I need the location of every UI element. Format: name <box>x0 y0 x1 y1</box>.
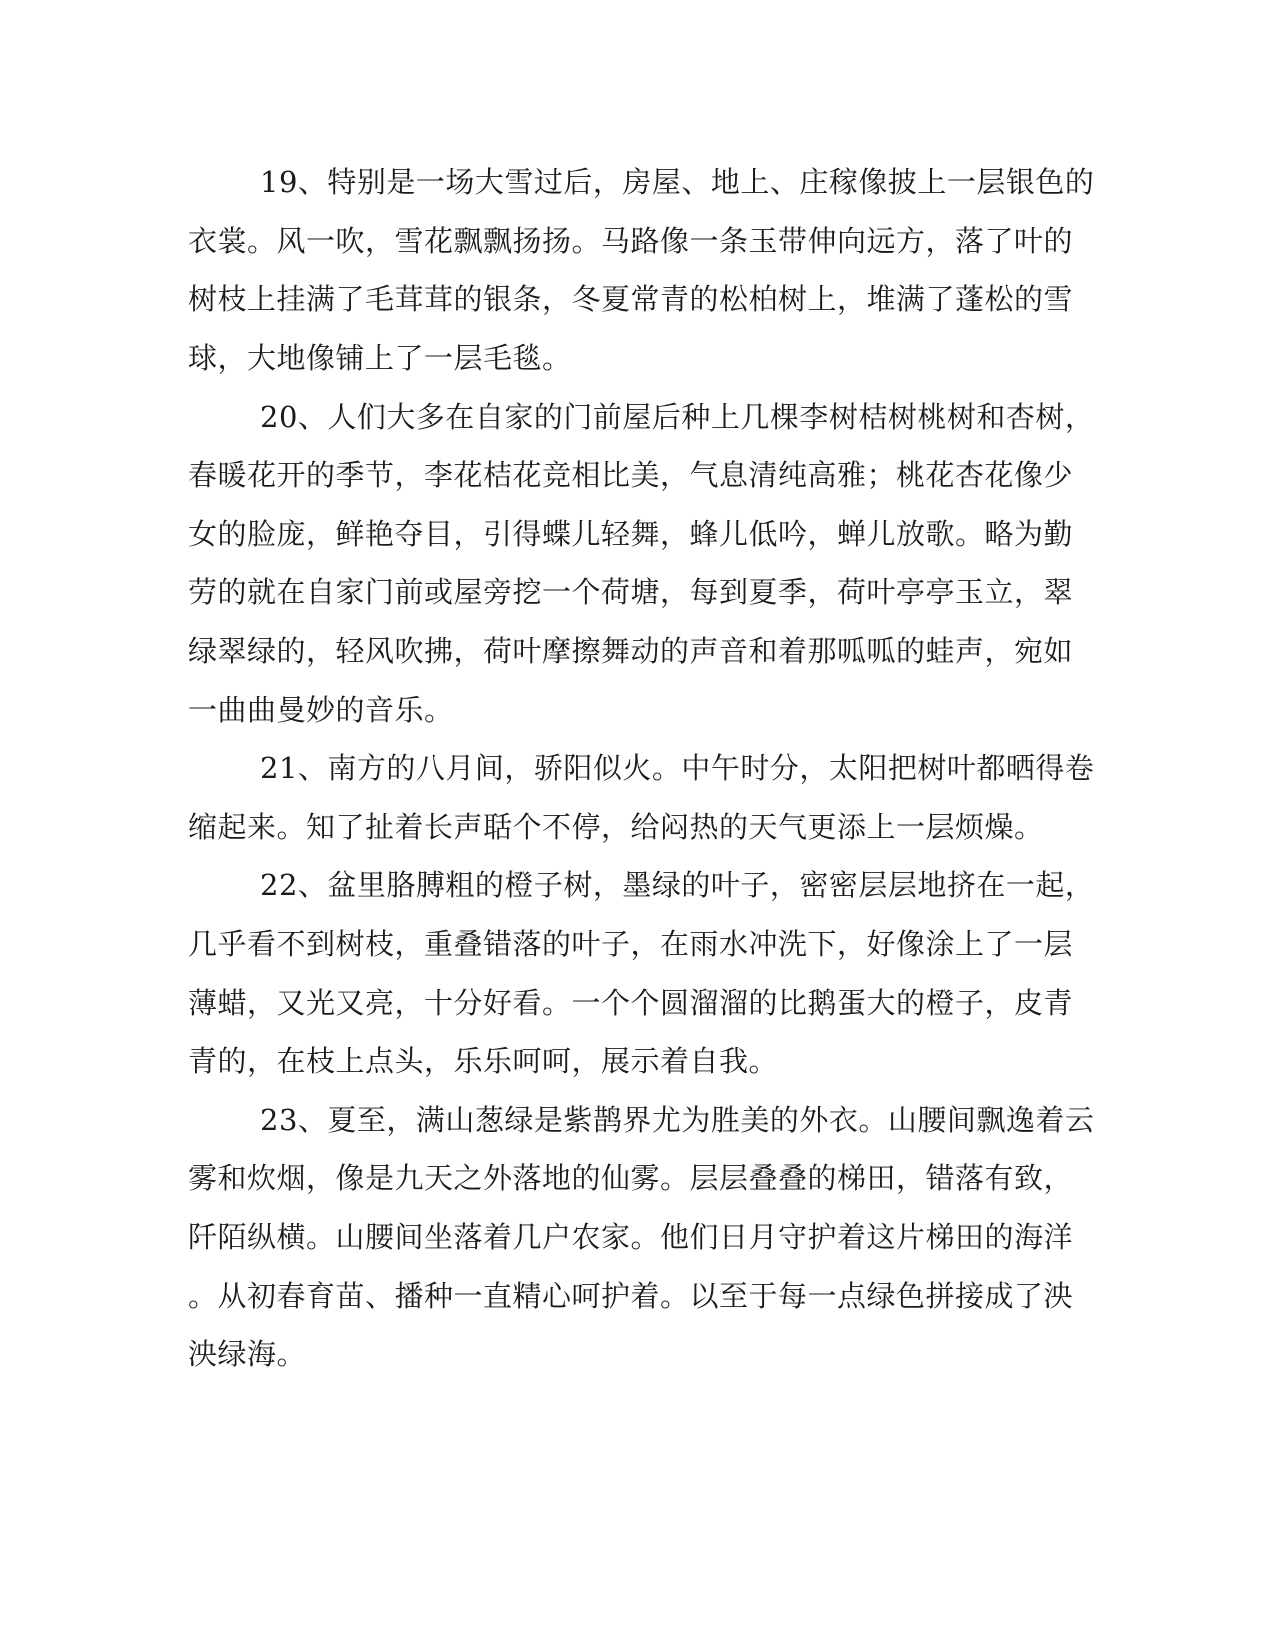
paragraph-20-line-6: 一曲曲曼妙的音乐。 <box>188 693 454 727</box>
paragraph-21-line-1: 21、南方的八月间，骄阳似火。中午时分，太阳把树叶都晒得卷 <box>260 751 1095 785</box>
paragraph-23-line-3: 阡陌纵横。山腰间坐落着几户农家。他们日月守护着这片梯田的海洋 <box>188 1220 1074 1254</box>
paragraph-19-line-1: 19、特别是一场大雪过后，房屋、地上、庄稼像披上一层银色的 <box>260 165 1095 199</box>
paragraph-20-line-3: 女的脸庞，鲜艳夺目，引得蝶儿轻舞，蜂儿低吟，蝉儿放歌。略为勤 <box>188 517 1074 551</box>
paragraph-19-line-2: 衣裳。风一吹，雪花飘飘扬扬。马路像一条玉带伸向远方，落了叶的 <box>188 224 1074 258</box>
paragraph-19-line-4: 球，大地像铺上了一层毛毯。 <box>188 341 572 375</box>
paragraph-20-line-1: 20、人们大多在自家的门前屋后种上几棵李树桔树桃树和杏树， <box>260 400 1095 434</box>
paragraph-23-line-2: 雾和炊烟，像是九天之外落地的仙雾。层层叠叠的梯田，错落有致， <box>188 1161 1074 1195</box>
paragraph-21-line-2: 缩起来。知了扯着长声聒个不停，给闷热的天气更添上一层烦燥。 <box>188 810 1044 844</box>
paragraph-23-line-1: 23、夏至，满山葱绿是紫鹊界尤为胜美的外衣。山腰间飘逸着云 <box>260 1103 1095 1137</box>
paragraph-22-line-1: 22、盆里胳膊粗的橙子树，墨绿的叶子，密密层层地挤在一起， <box>260 868 1095 902</box>
paragraph-22-line-3: 薄蜡，又光又亮，十分好看。一个个圆溜溜的比鹅蛋大的橙子，皮青 <box>188 986 1074 1020</box>
paragraph-20-line-2: 春暖花开的季节，李花桔花竞相比美，气息清纯高雅；桃花杏花像少 <box>188 458 1074 492</box>
paragraph-23-line-5: 泱绿海。 <box>188 1337 307 1371</box>
paragraph-19-line-3: 树枝上挂满了毛茸茸的银条，冬夏常青的松柏树上，堆满了蓬松的雪 <box>188 282 1074 316</box>
paragraph-20-line-5: 绿翠绿的，轻风吹拂，荷叶摩擦舞动的声音和着那呱呱的蛙声，宛如 <box>188 634 1074 668</box>
paragraph-20-line-4: 劳的就在自家门前或屋旁挖一个荷塘，每到夏季，荷叶亭亭玉立，翠 <box>188 575 1074 609</box>
paragraph-23-line-4: 。从初春育苗、播种一直精心呵护着。以至于每一点绿色拼接成了泱 <box>188 1279 1074 1313</box>
paragraph-22-line-4: 青的，在枝上点头，乐乐呵呵，展示着自我。 <box>188 1044 779 1078</box>
paragraph-22-line-2: 几乎看不到树枝，重叠错落的叶子，在雨水冲洗下，好像涂上了一层 <box>188 927 1074 961</box>
